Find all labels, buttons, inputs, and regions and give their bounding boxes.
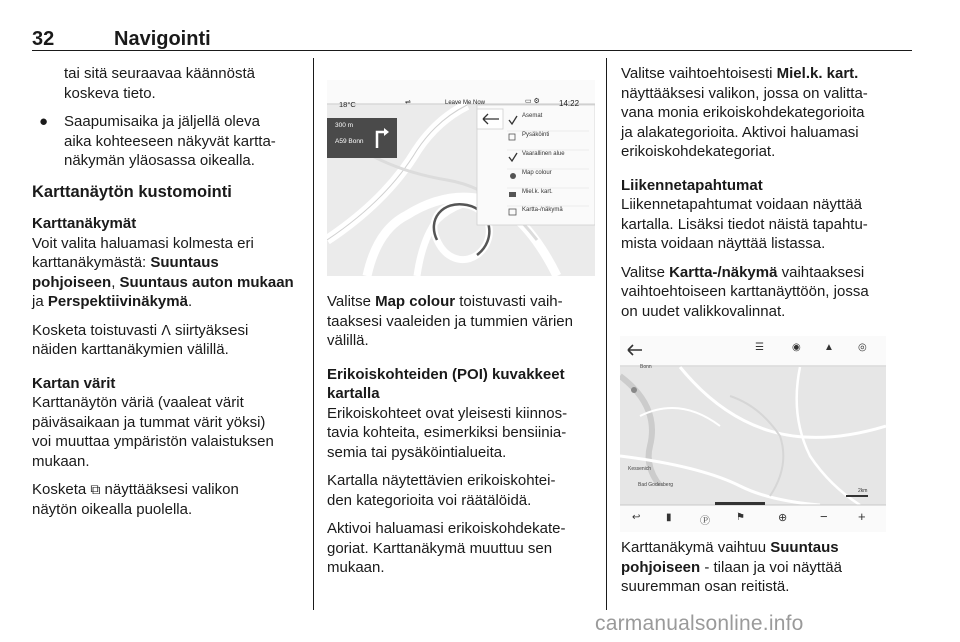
list-icon: ☰ [755,342,764,353]
paragraph-poi-map: Valitse vaihtoehtoisesti Miel.k. kart. näyttääksesi valikon, jossa on valitta- vana monia erikoiskohdekategorioita ja alakategorioita. Aktivoi haluamasi erikoiskohdekategoriat. [621,65,868,160]
map-label: Bad Godesberg [638,482,674,488]
screen-menu-item: Pysäköinti [522,132,550,138]
screen-turn-distance: 300 m [335,122,354,129]
column-divider-2 [606,58,607,610]
paragraph-poi-activate: Aktivoi haluamasi erikoiskohdekate- goriat. Karttanäkymä muuttuu sen mukaan. [327,520,566,576]
route-icon: ↩ [632,512,641,523]
compass-icon: ▲ [824,342,834,353]
infotainment-map-screenshot [327,80,595,276]
column-divider-1 [313,58,314,610]
page-title: Navigointi [114,28,211,50]
subheading-map-views: Karttanäkymät [32,215,137,232]
poi-icon: ⚑ [736,512,745,523]
paragraph-poi-desc: Erikoiskohteet ovat yleisesti kiinnos- tavia kohteita, esimerkiksi bensiinia- semia tai pysäköintialueita. [327,404,568,461]
chevron-up-icon: ᐱ [161,321,171,338]
menu-icon: ⧉ [90,481,101,497]
continued-text: tai sitä seuraavaa käännöstä koskeva tieto. [64,65,255,102]
paragraph-map-views: Voit valita haluamasi kolmesta eri karttanäkymästä: Suuntaus pohjoiseen, Suuntaus auton mukaan ja Perspektiivinäkymä. [32,234,294,310]
screen-turn-road: A59 Bonn [335,138,364,145]
paragraph-map-colours: Karttanäytön väriä (vaaleat värit päiväsaikaan ja tummat värit yöksi) voi muuttaa ympäristön valaistuksen mukaan. [32,394,274,470]
screen-leave-me-now: Leave Me Now [445,100,486,106]
screen-status-icons: ▭ ⚙ [525,98,540,105]
screen-menu-item: Vaarallinen alue [522,151,565,157]
column-2 [327,292,597,587]
column-1 [32,64,302,528]
map-label: Bonn [640,364,652,370]
screen-menu-item: Kartta-/näkymä [522,207,563,213]
screen-menu-item: Miel.k. kart. [522,189,553,195]
page-number: 32 [32,28,55,50]
paragraph-open-menu: Kosketa ⧉ näyttääksesi valikon näytön oikealla puolella. [32,481,239,518]
zoom-out-icon: − [820,509,828,524]
screen-temperature: 18°C [339,100,356,109]
page-header [32,28,912,50]
parking-icon: Ⓟ [700,516,710,527]
header-rule [32,50,912,51]
paragraph-poi-categories: Kartalla näytettävien erikoiskohtei- den kategorioita voi räätälöidä. [327,472,556,509]
infotainment-map-alt-screenshot [620,336,886,532]
usb-icon: ⇌ [405,99,411,106]
column-3 [621,64,901,330]
zoom-in-icon: + [858,509,866,524]
subheading-map-colours: Kartan värit [32,374,116,392]
screen-time: 14:22 [559,99,580,108]
map-label: Kessenich [628,466,652,472]
paragraph-traffic: Liikennetapahtumat voidaan näyttää kartalla. Lisäksi tiedot näistä tapahtu- mista voidaan näyttää listassa. [621,196,868,252]
subheading-poi: Erikoiskohteiden (POI) kuvakkeet kartalla [327,365,565,402]
screen-menu-item: Asemat [522,113,543,119]
settings-icon: ◎ [858,342,867,353]
paragraph-toggle-views: Kosketa toistuvasti ᐱ siirtyäksesi näiden karttanäkymien välillä. [32,321,249,358]
map-scale: 2km [858,488,868,494]
bullet-dot: ● [39,113,49,130]
fuel-icon: ▮ [666,512,672,523]
paragraph-map-colour: Valitse Map colour toistuvasti vaih- taaksesi vaaleiden ja tummien värien välillä. [327,293,573,349]
screen-menu-item: Map colour [522,170,552,176]
section-heading: Karttanäytön kustomointi [32,182,232,201]
paragraph-map-view-switch: Valitse Kartta-/näkymä vaihtaaksesi vaihtoehtoiseen karttanäyttöön, jossa on uudet valikkovalinnat. [621,263,869,320]
bullet-item: ● Saapumisaika ja jäljellä oleva aika kohteeseen näkyvät kartta- näkymän yläosassa oikealla. [39,113,276,169]
traffic-icon: ◉ [792,342,801,353]
subheading-traffic: Liikennetapahtumat [621,176,763,194]
column-3-bottom [621,538,901,606]
watermark: carmanualsonline.info [595,612,804,635]
paragraph-north-up: Karttanäkymä vaihtuu Suuntaus pohjoiseen - tilaan ja voi näyttää suuremman osan reitistä. [621,539,842,595]
center-icon: ⊕ [778,512,788,524]
